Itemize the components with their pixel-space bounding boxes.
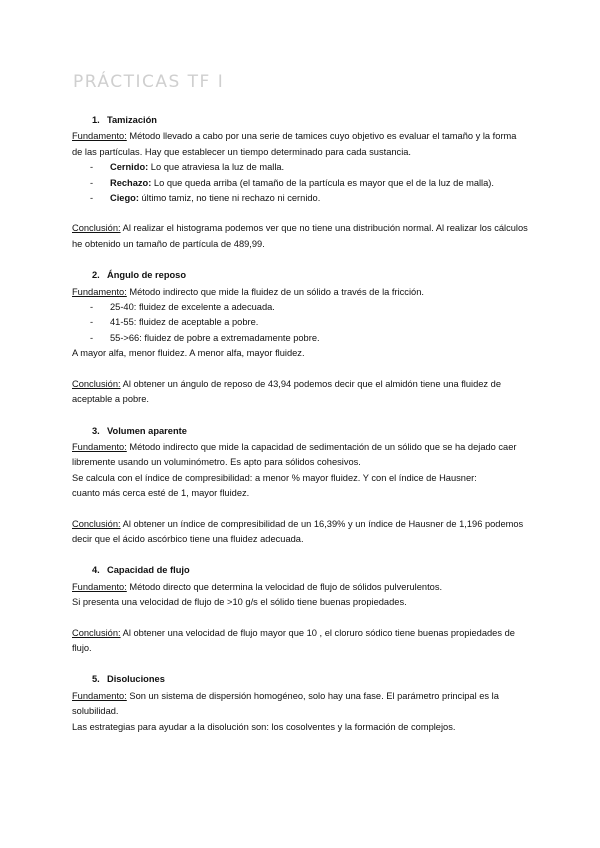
- definition: último tamiz, no tiene ni rechazo ni cernido.: [138, 193, 321, 204]
- conclusion-label: Conclusión:: [72, 223, 121, 234]
- note-text: cuanto más cerca esté de 1, mayor fluidez.: [72, 488, 250, 499]
- fundamento-text: Método indirecto que mide la capacidad de sedimentación de un sólido que se ha dejado caer libremente usando un voluminómetro. Es apto para sólidos cohesivos.: [72, 441, 517, 468]
- list-item: [72, 191, 528, 206]
- term: Cernido:: [110, 162, 149, 173]
- section-number: 3.: [92, 425, 100, 436]
- list-item: [72, 160, 528, 175]
- section-number: 1.: [92, 115, 100, 125]
- fundamento-paragraph: [72, 689, 528, 720]
- section-heading: [72, 113, 528, 128]
- section-title: Ángulo de reposo: [107, 270, 187, 281]
- note-text: Las estrategias para ayudar a la disolución son: los cosolventes y la formación de complejos.: [72, 721, 456, 732]
- page-title: PRÁCTICAS TF I: [73, 72, 225, 92]
- fundamento-label: Fundamento:: [72, 131, 127, 142]
- fundamento-text: Método llevado a cabo por una serie de tamices cuyo objetivo es evaluar el tamaño y la forma de las partículas. Hay que establecer un tiempo determinado para cada sustancia.: [72, 131, 517, 157]
- list-item: [72, 176, 528, 191]
- list-item: - 25-40: fluidez de excelente a adecuada.: [72, 300, 528, 315]
- conclusion-text: Al obtener un índice de compresibilidad de un 16,39% y un índice de Hausner de 1,196 podemos decir que el ácido ascórbico tiene una fluidez adecuada.: [72, 518, 524, 544]
- conclusion-paragraph: [72, 626, 528, 657]
- fundamento-label: Fundamento:: [72, 441, 127, 452]
- section-number: 5.: [92, 674, 100, 685]
- section-disoluciones: [72, 672, 528, 735]
- fundamento-paragraph: [72, 285, 528, 300]
- conclusion-text: Al realizar el histograma podemos ver que no tiene una distribución normal. Al realizar los cálculos he obtenido un tamaño de partícula de 489,99.: [72, 223, 528, 249]
- section-title: Volumen aparente: [107, 425, 187, 436]
- note-text: A mayor alfa, menor fluidez. A menor alfa, mayor fluidez.: [72, 348, 305, 359]
- definition: Lo que queda arriba (el tamaño de la partícula es mayor que el de la luz de malla).: [151, 177, 494, 188]
- fundamento-paragraph: [72, 440, 528, 471]
- section-heading: [72, 563, 528, 578]
- note-text: Si presenta una velocidad de flujo de >10 g/s el sólido tiene buenas propiedades.: [72, 597, 407, 608]
- note-text: Se calcula con el índice de compresibilidad: a menor % mayor fluidez. Y con el índice de Hausner:: [72, 472, 477, 483]
- section-capacidad-flujo: [72, 563, 528, 656]
- document-body: [72, 113, 528, 735]
- conclusion-label: Conclusión:: [72, 627, 121, 638]
- fundamento-paragraph: [72, 580, 528, 595]
- section-volumen-aparente: [72, 424, 528, 548]
- fundamento-label: Fundamento:: [72, 581, 127, 592]
- conclusion-text: Al obtener un ángulo de reposo de 43,94 podemos decir que el almidón tiene una fluidez de aceptable a pobre.: [72, 378, 501, 405]
- section-tamizacion: [72, 113, 528, 252]
- bullet-list: [72, 300, 528, 346]
- list-item: - 55->66: fluidez de pobre a extremadamente pobre.: [72, 331, 528, 346]
- bullet-list: [72, 160, 528, 206]
- conclusion-paragraph: [72, 377, 528, 408]
- definition: Lo que atraviesa la luz de malla.: [148, 162, 285, 173]
- fundamento-label: Fundamento:: [72, 690, 127, 701]
- fundamento-paragraph: [72, 129, 528, 160]
- section-number: 4.: [92, 565, 100, 576]
- section-title: Capacidad de flujo: [107, 565, 190, 576]
- conclusion-label: Conclusión:: [72, 378, 121, 389]
- section-number: 2.: [92, 270, 100, 281]
- conclusion-label: Conclusión:: [72, 518, 121, 529]
- section-heading: [72, 672, 528, 687]
- section-angulo-reposo: [72, 268, 528, 407]
- section-heading: [72, 268, 528, 283]
- section-heading: [72, 424, 528, 439]
- conclusion-text: Al obtener una velocidad de flujo mayor que 10 , el cloruro sódico tiene buenas propiedades de flujo.: [72, 627, 515, 653]
- conclusion-paragraph: [72, 517, 528, 548]
- fundamento-text: Método indirecto que mide la fluidez de un sólido a través de la fricción.: [126, 286, 424, 297]
- section-title: Disoluciones: [107, 674, 165, 685]
- term: Rechazo:: [110, 177, 152, 188]
- conclusion-paragraph: [72, 221, 528, 252]
- term: Ciego:: [110, 193, 139, 204]
- section-title: Tamización: [107, 115, 157, 125]
- list-item: - 41-55: fluidez de aceptable a pobre.: [72, 315, 528, 330]
- fundamento-label: Fundamento:: [72, 286, 127, 297]
- fundamento-text: Son un sistema de dispersión homogéneo, solo hay una fase. El parámetro principal es la solubilidad.: [72, 690, 499, 717]
- fundamento-text: Método directo que determina la velocidad de flujo de sólidos pulverulentos.: [126, 581, 443, 592]
